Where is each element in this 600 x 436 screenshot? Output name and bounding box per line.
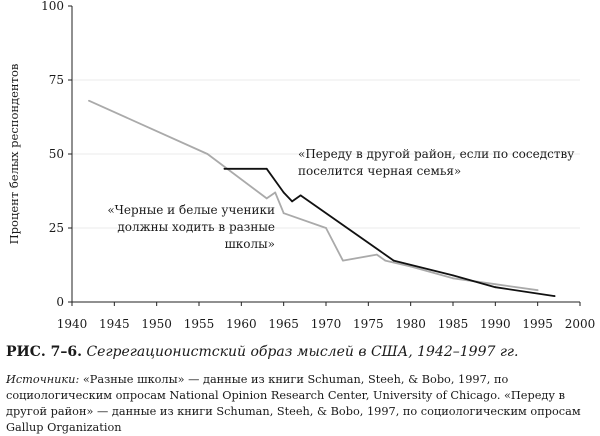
x-tick-label-1985: 1985: [437, 317, 469, 331]
series-1-point-11: [494, 283, 496, 285]
figure-number: РИС. 7–6.: [6, 344, 83, 360]
x-tick-label-1995: 1995: [522, 317, 553, 331]
series-annotation-1: [107, 203, 275, 251]
x-tick-label-1990: 1990: [480, 317, 511, 331]
sources-text: «Разные школы» — данные из книги Schuman, Steeh, & Bobo, 1997, по социологическим опросам National Opinion Research Center, University of Chicago. «Переду в другой район» — данные из книги Schuman, Steeh, & Bobo, 1997, по социологическим опросам Gallup Organization: [6, 373, 581, 434]
x-tick-label-1950: 1950: [141, 317, 172, 331]
figure-sources: [6, 372, 598, 436]
y-axis-title: Процент белых респондентов: [7, 63, 21, 245]
x-tick-label-1970: 1970: [310, 317, 342, 331]
series-annotation-1-line-1: «Черные и белые ученики: [107, 203, 275, 217]
series-1-point-3: [274, 192, 276, 194]
figure-title: Сегрегационистский образ мыслей в США, 1942–1997 гг.: [86, 344, 519, 360]
series-1-point-6: [342, 260, 344, 262]
y-tick-label-50: 50: [48, 147, 64, 161]
y-tick-label-75: 75: [48, 73, 64, 87]
series-1-point-10: [452, 277, 454, 279]
x-tick-label-1940: 1940: [56, 317, 88, 331]
series-2-point-4: [300, 195, 302, 197]
series-1-point-12: [537, 289, 539, 291]
series-2-point-5: [393, 260, 395, 262]
series-1-point-0: [88, 100, 90, 102]
series-1-point-8: [384, 260, 386, 262]
series-annotation-1-line-2: должны ходить в разные: [117, 220, 275, 234]
series-2-point-7: [494, 286, 496, 288]
x-tick-label-1955: 1955: [183, 317, 215, 331]
x-tick-label-1945: 1945: [99, 317, 130, 331]
series-2-point-8: [554, 295, 556, 297]
series-2-point-1: [266, 168, 268, 170]
labels: [7, 64, 574, 251]
series-1-point-5: [325, 227, 327, 229]
series: [88, 100, 555, 297]
series-1-point-7: [376, 254, 378, 256]
y-tick-label-0: 0: [56, 295, 64, 309]
series-1-point-4: [283, 212, 285, 214]
series-annotation-2-line-1: «Переду в другой район, если по соседству: [298, 147, 575, 161]
series-2-point-0: [224, 168, 226, 170]
series-2-point-6: [452, 274, 454, 276]
figure-caption: [6, 343, 596, 361]
series-annotation-2-line-2: поселится черная семья»: [298, 164, 462, 178]
series-annotation-2: [298, 147, 574, 178]
x-tick-label-1965: 1965: [268, 317, 299, 331]
series-annotation-1-line-3: школы»: [224, 237, 275, 251]
x-tick-label-1980: 1980: [395, 317, 426, 331]
series-line-1: [89, 101, 538, 291]
sources-lead: Источники:: [6, 373, 80, 386]
series-2-point-2: [283, 192, 285, 194]
series-1-point-2: [266, 198, 268, 200]
y-tick-label-100: 100: [41, 0, 64, 13]
series-2-point-3: [291, 200, 293, 202]
x-tick-label-2000: 2000: [564, 317, 596, 331]
series-1-point-1: [207, 153, 209, 155]
x-tick-label-1960: 1960: [226, 317, 257, 331]
x-tick-label-1975: 1975: [353, 317, 384, 331]
y-tick-label-25: 25: [48, 221, 64, 235]
